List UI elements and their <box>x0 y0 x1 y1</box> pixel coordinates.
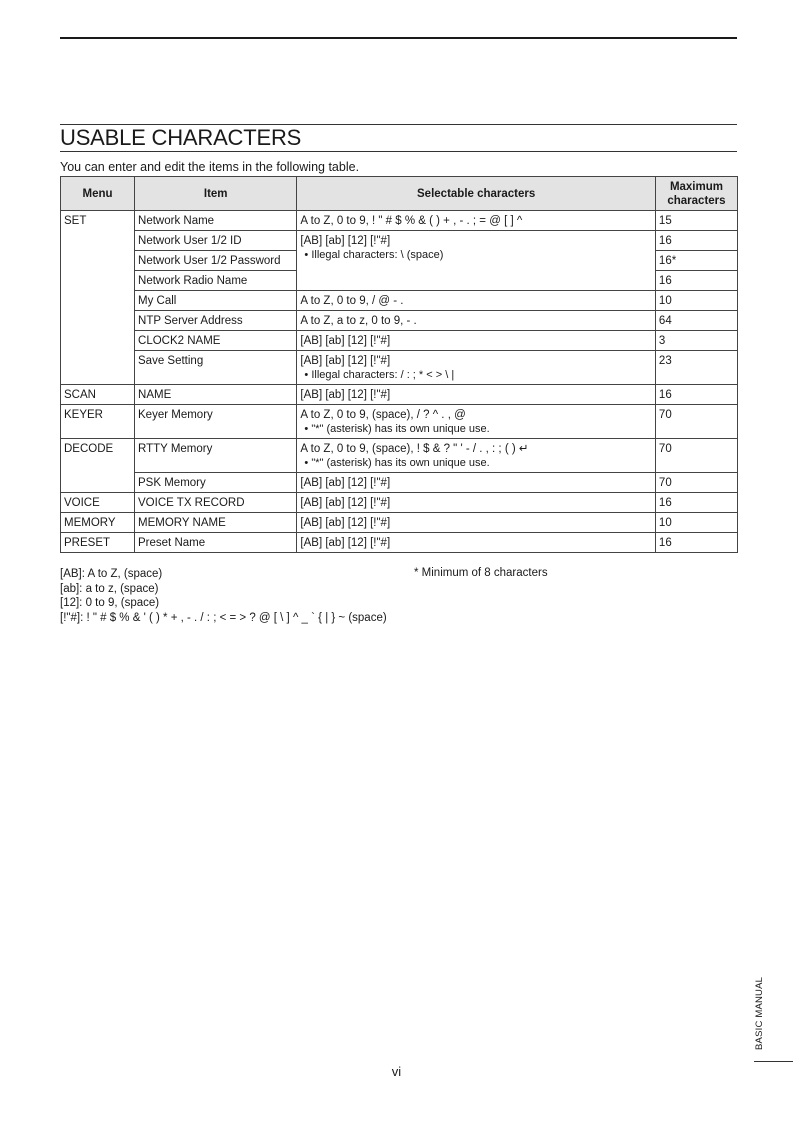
menu-cell: SCAN <box>61 385 135 405</box>
menu-cell: KEYER <box>61 405 135 439</box>
table-row <box>61 385 738 405</box>
selectable-cell <box>297 439 656 473</box>
item-cell: My Call <box>135 291 297 311</box>
table-row <box>61 351 738 385</box>
item-cell: MEMORY NAME <box>135 513 297 533</box>
max-cell: 70 <box>655 405 737 439</box>
max-cell: 16 <box>655 385 737 405</box>
item-cell: Save Setting <box>135 351 297 385</box>
item-cell: NTP Server Address <box>135 311 297 331</box>
header-selectable: Selectable characters <box>297 177 656 211</box>
table-row <box>61 513 738 533</box>
item-cell: RTTY Memory <box>135 439 297 473</box>
table-row <box>61 405 738 439</box>
selectable-text: A to Z, 0 to 9, (space), ! $ & ? " ' - / . , : ; ( ) ↵ <box>300 443 529 455</box>
side-label: BASIC MANUAL <box>754 976 765 1050</box>
max-cell: 16 <box>655 271 737 291</box>
selectable-cell: [AB] [ab] [12] [!"#] <box>297 473 656 493</box>
item-cell: Keyer Memory <box>135 405 297 439</box>
menu-cell: SET <box>61 211 135 385</box>
max-cell: 15 <box>655 211 737 231</box>
max-cell: 70 <box>655 473 737 493</box>
max-cell: 10 <box>655 513 737 533</box>
legend-item: [12]: 0 to 9, (space) <box>60 597 160 609</box>
footnote: * Minimum of 8 characters <box>414 567 548 579</box>
top-rule <box>60 37 737 39</box>
selectable-cell <box>297 405 656 439</box>
selectable-note: • Illegal characters: \ (space) <box>304 249 444 261</box>
selectable-cell <box>297 231 656 291</box>
table-header-row <box>61 177 738 211</box>
table-row <box>61 473 738 493</box>
item-cell: Network Radio Name <box>135 271 297 291</box>
table-row <box>61 291 738 311</box>
table-row <box>61 493 738 513</box>
table-row <box>61 231 738 251</box>
max-cell: 16* <box>655 251 737 271</box>
max-cell: 16 <box>655 231 737 251</box>
max-cell: 70 <box>655 439 737 473</box>
selectable-cell: A to Z, 0 to 9, / @ - . <box>297 291 656 311</box>
selectable-cell: A to Z, a to z, 0 to 9, - . <box>297 311 656 331</box>
item-cell: NAME <box>135 385 297 405</box>
table-row <box>61 439 738 473</box>
selectable-note: • "*" (asterisk) has its own unique use. <box>304 423 490 435</box>
side-rule <box>754 1061 793 1062</box>
usable-characters-table <box>60 176 738 553</box>
selectable-note: • "*" (asterisk) has its own unique use. <box>304 457 490 469</box>
max-cell: 23 <box>655 351 737 385</box>
max-cell: 16 <box>655 493 737 513</box>
menu-cell: PRESET <box>61 533 135 553</box>
selectable-cell: [AB] [ab] [12] [!"#] <box>297 385 656 405</box>
selectable-cell: [AB] [ab] [12] [!"#] <box>297 331 656 351</box>
legend-item: [AB]: A to Z, (space) <box>60 568 163 580</box>
item-cell: Network User 1/2 Password <box>135 251 297 271</box>
max-cell: 64 <box>655 311 737 331</box>
intro-text: You can enter and edit the items in the following table. <box>60 160 360 174</box>
selectable-cell: [AB] [ab] [12] [!"#] <box>297 533 656 553</box>
legend-item: [!"#]: ! " # $ % & ' ( ) * + , - . / : ; < = > ? @ [ \ ] ^ _ ` { | } ~ (space) <box>60 611 387 624</box>
header-menu: Menu <box>61 177 135 211</box>
legend-item: [ab]: a to z, (space) <box>60 582 159 595</box>
table-row <box>61 311 738 331</box>
header-max: Maximum characters <box>655 177 737 211</box>
page-number: vi <box>391 1064 402 1079</box>
header-item: Item <box>135 177 297 211</box>
table-row <box>61 533 738 553</box>
item-cell: PSK Memory <box>135 473 297 493</box>
selectable-text: [AB] [ab] [12] [!"#] <box>300 355 391 367</box>
menu-cell: VOICE <box>61 493 135 513</box>
menu-cell: MEMORY <box>61 513 135 533</box>
menu-cell: DECODE <box>61 439 135 493</box>
selectable-text: [AB] [ab] [12] [!"#] <box>300 235 391 247</box>
table-row <box>61 331 738 351</box>
item-cell: VOICE TX RECORD <box>135 493 297 513</box>
selectable-text: A to Z, 0 to 9, (space), / ? ^ . , @ <box>300 409 466 421</box>
selectable-cell <box>297 351 656 385</box>
character-group-legend <box>60 567 387 625</box>
item-cell: CLOCK2 NAME <box>135 331 297 351</box>
max-cell: 3 <box>655 331 737 351</box>
table-row <box>61 211 738 231</box>
max-cell: 10 <box>655 291 737 311</box>
item-cell: Network Name <box>135 211 297 231</box>
page-title: USABLE CHARACTERS <box>60 125 302 150</box>
selectable-cell: A to Z, 0 to 9, ! " # $ % & ( ) + , - . ; = @ [ ] ^ <box>297 211 656 231</box>
item-cell: Network User 1/2 ID <box>135 231 297 251</box>
selectable-note: • Illegal characters: / : ; * < > \ | <box>304 369 455 381</box>
max-cell: 16 <box>655 533 737 553</box>
selectable-cell: [AB] [ab] [12] [!"#] <box>297 513 656 533</box>
item-cell: Preset Name <box>135 533 297 553</box>
selectable-cell: [AB] [ab] [12] [!"#] <box>297 493 656 513</box>
title-rule-bottom <box>60 151 737 152</box>
